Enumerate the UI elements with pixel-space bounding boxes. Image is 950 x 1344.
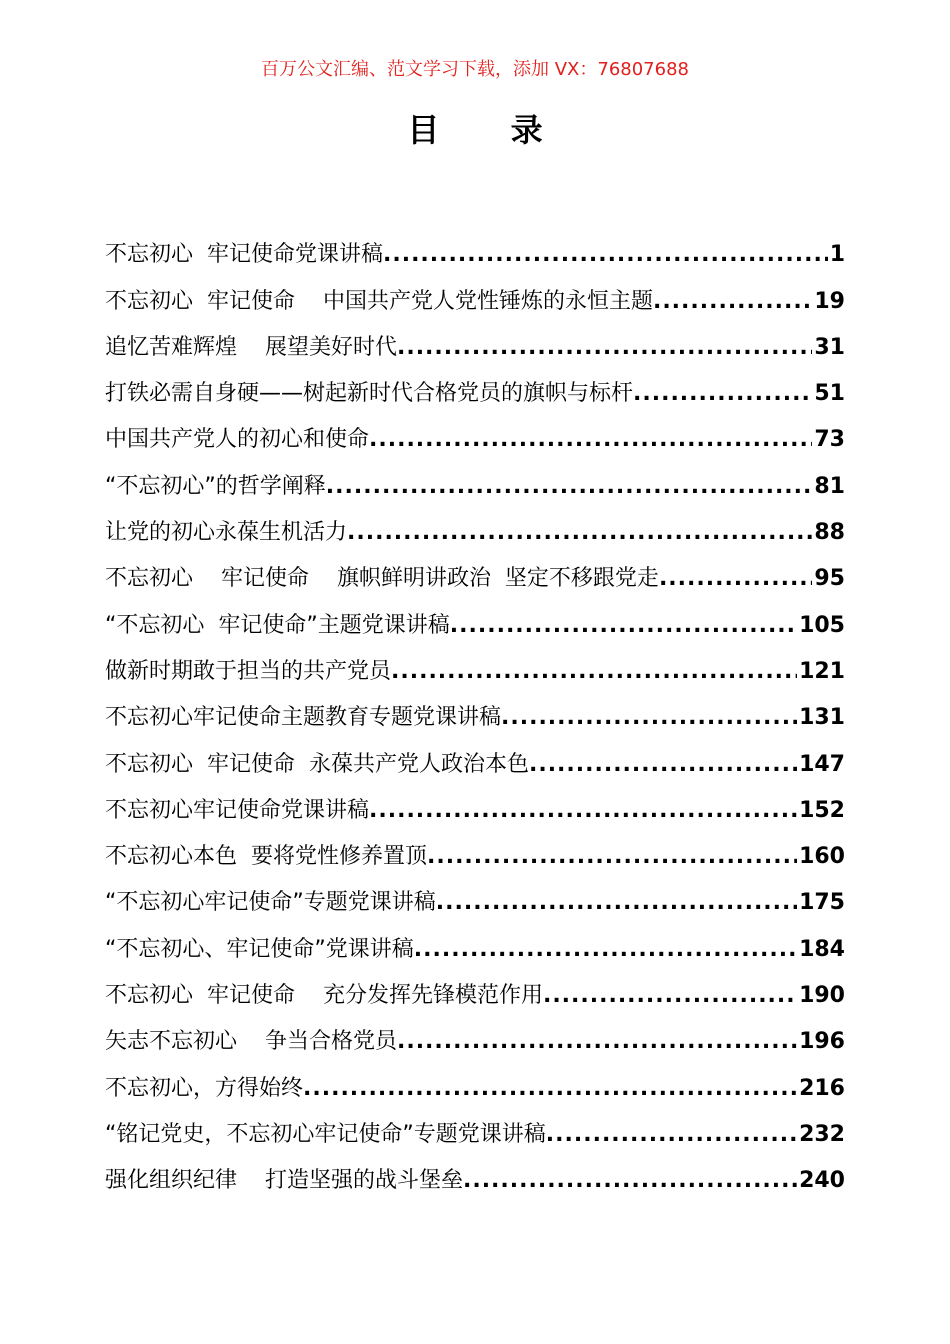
toc-entry-page-number: 190: [799, 983, 845, 1009]
toc-entry[interactable]: [105, 597, 845, 643]
page-title: 目 录: [407, 111, 573, 149]
toc-entry-title: “不忘初心”的哲学阐释: [105, 473, 326, 499]
toc-entry-page-number: 105: [799, 612, 845, 638]
toc-entry-title: 不忘初心 牢记使命党课讲稿: [105, 242, 383, 268]
toc-entry-page-number: 240: [799, 1168, 845, 1194]
toc-entry[interactable]: [105, 551, 845, 597]
toc-entry-title: 中国共产党人的初心和使命: [105, 427, 370, 453]
toc-entry-title: “不忘初心牢记使命”专题党课讲稿: [105, 890, 436, 916]
toc-entry-title: 矢志不忘初心 争当合格党员: [105, 1029, 397, 1055]
toc-entry-title: 不忘初心，方得始终: [105, 1075, 304, 1101]
toc-entry-page-number: 81: [814, 473, 845, 499]
toc-entry-title: 打铁必需自身硬——树起新时代合格党员的旗帜与标杆: [105, 381, 634, 407]
toc-leader-dots: [369, 793, 797, 829]
toc-leader-dots: [326, 469, 813, 505]
toc-leader-dots: [653, 284, 812, 320]
toc-leader-dots: [414, 932, 797, 968]
toc-entry-page-number: 147: [799, 751, 845, 777]
toc-leader-dots: [543, 978, 797, 1014]
toc-entry-page-number: 121: [799, 658, 845, 684]
toc-leader-dots: [463, 1163, 797, 1199]
toc-leader-dots: [397, 330, 812, 366]
toc-entry-title: 做新时期敢于担当的共产党员: [105, 658, 392, 684]
toc-entry[interactable]: [105, 736, 845, 782]
toc-entry[interactable]: [105, 829, 845, 875]
toc-entry[interactable]: [105, 968, 845, 1014]
toc-entry-title: 不忘初心牢记使命主题教育专题党课讲稿: [105, 705, 502, 731]
toc-entry[interactable]: [105, 458, 845, 504]
toc-entry-page-number: 73: [814, 427, 845, 453]
toc-leader-dots: [427, 839, 797, 875]
toc-entry[interactable]: [105, 1060, 845, 1106]
toc-leader-dots: [501, 700, 797, 736]
toc-entry-title: 不忘初心 牢记使命 中国共产党人党性锤炼的永恒主题: [105, 288, 653, 314]
toc-entry-page-number: 31: [814, 334, 845, 360]
toc-entry[interactable]: [105, 366, 845, 412]
toc-entry-page-number: 131: [799, 705, 845, 731]
toc-entry-title: 不忘初心 牢记使命 充分发挥先锋模范作用: [105, 983, 543, 1009]
toc-leader-dots: [383, 237, 828, 273]
toc-entry-title: 让党的初心永葆生机活力: [105, 520, 348, 546]
toc-entry[interactable]: [105, 644, 845, 690]
header-note: 百万公文汇编、范文学习下载，添加 VX：76807688: [261, 59, 689, 80]
toc-entry-title: 不忘初心 牢记使命 旗帜鲜明讲政治 坚定不移跟党走: [105, 566, 659, 592]
toc-entry[interactable]: [105, 227, 845, 273]
toc-leader-dots: [436, 885, 797, 921]
toc-entry-page-number: 175: [799, 890, 845, 916]
toc-entry-title: 强化组织纪律 打造坚强的战斗堡垒: [105, 1168, 463, 1194]
toc-leader-dots: [633, 376, 812, 412]
toc-entry-page-number: 196: [799, 1029, 845, 1055]
toc-entry[interactable]: [105, 921, 845, 967]
toc-leader-dots: [529, 747, 797, 783]
toc-entry[interactable]: [105, 505, 845, 551]
toc-entry[interactable]: [105, 1107, 845, 1153]
toc-leader-dots: [391, 654, 797, 690]
toc-leader-dots: [659, 561, 812, 597]
toc-entry-page-number: 95: [814, 566, 845, 592]
toc-entry-page-number: 160: [799, 844, 845, 870]
toc-leader-dots: [450, 608, 797, 644]
toc-entry-page-number: 51: [814, 381, 845, 407]
toc-entry-page-number: 216: [799, 1075, 845, 1101]
toc-leader-dots: [546, 1117, 797, 1153]
toc-entry-title: 追忆苦难辉煌 展望美好时代: [105, 334, 397, 360]
toc-entry-page-number: 152: [799, 797, 845, 823]
toc-leader-dots: [369, 422, 812, 458]
toc-entry-title: “不忘初心 牢记使命”主题党课讲稿: [105, 612, 450, 638]
toc-entry-title: 不忘初心 牢记使命 永葆共产党人政治本色: [105, 751, 529, 777]
toc-entry-page-number: 184: [799, 936, 845, 962]
table-of-contents: [105, 227, 845, 1199]
toc-entry-page-number: 1: [829, 242, 845, 268]
toc-entry-title: “铭记党史，不忘初心牢记使命”专题党课讲稿: [105, 1121, 546, 1147]
toc-entry[interactable]: [105, 690, 845, 736]
toc-entry-page-number: 232: [799, 1121, 845, 1147]
toc-entry[interactable]: [105, 875, 845, 921]
toc-entry-page-number: 19: [814, 288, 845, 314]
toc-entry[interactable]: [105, 1014, 845, 1060]
toc-entry[interactable]: [105, 783, 845, 829]
toc-entry[interactable]: [105, 412, 845, 458]
toc-entry-title: “不忘初心、牢记使命”党课讲稿: [105, 936, 414, 962]
toc-entry-page-number: 88: [814, 520, 845, 546]
toc-leader-dots: [397, 1024, 797, 1060]
toc-leader-dots: [347, 515, 812, 551]
toc-leader-dots: [303, 1071, 797, 1107]
toc-entry[interactable]: [105, 320, 845, 366]
toc-entry-title: 不忘初心本色 要将党性修养置顶: [105, 844, 427, 870]
toc-entry[interactable]: [105, 273, 845, 319]
toc-entry[interactable]: [105, 1153, 845, 1199]
toc-entry-title: 不忘初心牢记使命党课讲稿: [105, 797, 370, 823]
